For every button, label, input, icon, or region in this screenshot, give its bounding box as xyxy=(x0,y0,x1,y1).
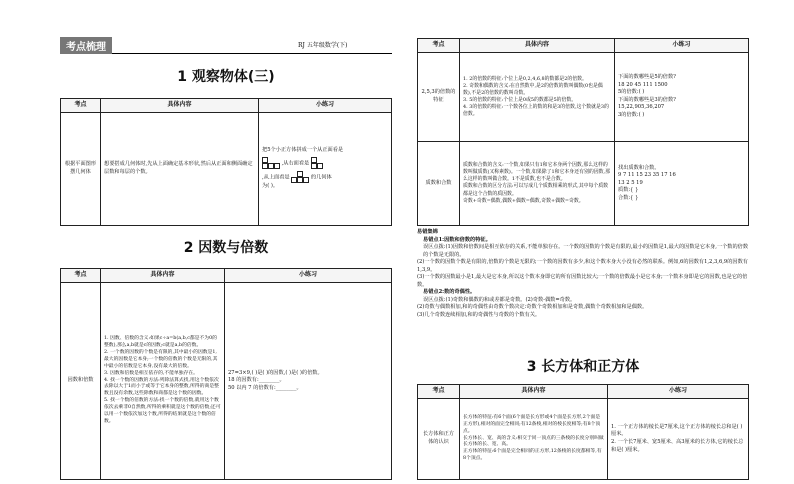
s2-content: 1. 因数、倍数的含义:如果c÷a=b(a,b,c都是不为0的整数),那么a,b就是c的因数;c就是a,b的倍数。 2. 一个数的因数的个数是有限的,其中最小的因数是1,最大的因数是它本身;一个数的倍数的个数是无限的,其中最小的倍数是它本身,没有最大的倍数。 3. 因数和倍数是相互依存的,不能单独存在。 4. 找一个数的因数的方法:列除法算式找,用这个数依次去除以大于1而小于或等于它本身的整数,所得的商是整数且没有余数,这些除数和商都是这个数的因数。 5. 找一个数的倍数的方法:找一个数的倍数,就用这个数依次去乘非0自然数,所得的乘积就是这个数的倍数;还可以用一个数依次加这个数,所得的结果就是这个数的倍数。 xyxy=(101,283,225,480)
right-view-figure xyxy=(311,157,323,169)
top-view-figure xyxy=(291,171,309,183)
col-content: 具体内容 xyxy=(101,99,259,113)
pitfalls-section: 易错集锦 易错点1:因数和倍数的特征。 误区点拨:(1)因数和倍数间是相互依存的关系,不能单独存在。一个数的因数的个数是有限的,最小的因数是1,最大的因数是它本身,一个数的倍数的个数是无限的。 (2)一个数的因数个数是有限的,倍数的个数是无限的;一个数的因数有多少,和这个数本身大小没有必然的联系。例如,6的因数有1,2,3,6,9的因数有1,3,9。 (3)一个数的因数最小是1,最大是它本身,所以这个数本身即它的所有因数比较大;一个数的倍数最小是它本身;一个数本身即是它的因数,也是它的倍数。 易错点2:数的奇偶性。 误区点拨:(1)奇数和偶数的和或差都是奇数。(2)奇数-偶数=奇数。 (2)奇数与偶数相加,和的奇偶性由奇数个数决定:奇数个奇数相加和是奇数,偶数个奇数相加和是偶数。 (3)几个奇数连续相加,和的奇偶性与奇数的个数有关。 xyxy=(417,229,749,318)
section-2-title: 2 因数与倍数 xyxy=(183,240,269,256)
s2-exercise: 27=3×9,( )是( )的因数,( )是( )的倍数。 18 的因数有:________。 50 以内 7 的倍数有:________。 xyxy=(225,283,392,480)
exercise-primes: 找出质数和合数。 9 7 11 15 23 35 17 16 13 2 5 19 质数:{ } 合数:{ } xyxy=(615,141,749,225)
col-kd: 考点 xyxy=(61,99,101,113)
s3-exercise: 1. 一个正方体的棱长是7厘米,这个正方体的棱长总和是( )厘米。 2. 一个长7厘米、宽5厘米、高3厘米的长方体,它的棱长总和是( )厘米。 xyxy=(608,399,749,480)
s2-kd: 因数和倍数 xyxy=(61,283,101,480)
section-3-title: 3 长方体和正方体 xyxy=(526,359,640,375)
content-primes: 质数和合数的含义:一个数,如果只有1和它本身两个因数,那么这样的数叫做质数(又称素数)。一个数,如果除了1和它本身还有别的因数,那么这样的数叫做合数。1不是质数,也不是合数。 质数和合数的区分方法:可以写成几个质数相乘的形式,其中每个质数都是这个合数的质因数。 奇数+奇数=偶数,偶数+偶数=偶数,奇数+偶数=奇数。 xyxy=(460,141,615,225)
content-multiples: 1. 2的倍数的特征:个位上是0,2,4,6,8的数都是2的倍数。 2. 奇数和偶数的含义:在自然数中,是2的倍数的数叫偶数(0也是偶数),不是2的倍数的数叫奇数。 3. 5的倍数的特征:个位上是0或5的数都是5的倍数。 4. 3的倍数的特征:一个数各位上的数的和是3的倍数,这个数就是3的倍数。 xyxy=(460,53,615,142)
exercise-multiples: 下面的数哪些是5的倍数? 18 20 45 111 1500 5的倍数:( ) 下面的数哪些是3的倍数? 15,22,905,36,207 3的倍数:( ) xyxy=(615,53,749,142)
section-1-table xyxy=(60,98,392,226)
s3-kd: 长方体和正方体的认识 xyxy=(418,399,460,480)
kd-primes: 质数和合数 xyxy=(418,141,460,225)
header-book: RJ 五年级数学(下) xyxy=(298,42,348,49)
section-2b-table: 考点 具体内容 小练习 2,5,3的倍数的特征 1. 2的倍数的特征:个位上是0,2,4,6,8的数都是2的倍数。 2. 奇数和偶数的含义:在自然数中,是2的倍数的数叫偶数(0也是偶数),不是2的倍数的数叫奇数。 3. 5的倍数的特征:个位上是0或5的数都是5的倍数。 4. 3的倍数的特征:一个数各位上的数的和是3的倍数,这个数就是3的倍数。 下面的数哪些是5的倍数? 18 20 45 111 1500 5的倍数:( ) 下面的数哪些是3的倍数? 15,22,905,36,207 3的倍数:( ) 质数和合数 质数和合数的含义:一个数,如果只有1和它本身两个因数,那么这样的数叫做质数(又称素数)。一个数,如果除了1和它本身还有别的因数,那么这样的数叫做合数。1不是质数,也不是合数。 质数和合数的区分方法:可以写成几个质数相乘的形式,其中每个质数都是这个合数的质因数。 奇数+奇数=偶数,偶数+偶数=偶数,奇数+偶数=奇数。 找出质数和合数。 9 7 11 15 23 35 17 16 13 2 5 19 质数:{ } 合数:{ } xyxy=(417,38,749,226)
kd-multiples: 2,5,3的倍数的特征 xyxy=(418,53,460,142)
s3-content: 长方体的特征:有6个面(6个面是长方形或4个面是长方形,2个面是正方形),相对的面完全相同;有12条棱,相对的棱长度相等;有8个顶点。 长方体长、宽、高的含义:相交于同一顶点的三条棱的长度分别叫做长方体的长、宽、高。 正方体的特征:6个面是完全相同的正方形,12条棱的长度都相等,有8个顶点。 xyxy=(460,399,608,480)
section-3-table: 考点 具体内容 小练习 长方体和正方体的认识 长方体的特征:有6个面(6个面是长方形或4个面是长方形,2个面是正方形),相对的面完全相同;有12条棱,相对的棱长度相等;有8个顶点。 长方体长、宽、高的含义:相交于同一顶点的三条棱的长度分别叫做长方体的长、宽、高。 正方体的特征:6个面是完全相同的正方形,12条棱的长度都相等,有8个顶点。 1. 一个正方体的棱长是7厘米,这个正方体的棱长总和是( )厘米。 2. 一个长7厘米、宽5厘米、高3厘米的长方体,它的棱长总和是( )厘米。 xyxy=(417,384,749,480)
s1-content: 想要搭成几何体时,先从上面确定基本形状,然后从正面和侧面确定层数和每层的个数。 xyxy=(101,113,259,226)
front-view-figure xyxy=(262,157,280,169)
section-1-title: 1 观察物体(三) xyxy=(177,69,275,85)
s1-exercise: 把5个小正方体拼成一个从正面看是 ,从右面看是 ,从上面看是 的几何体 为( )。 xyxy=(259,113,392,226)
header-tag: 考点梳理 xyxy=(60,37,112,54)
col-exercise: 小练习 xyxy=(259,99,392,113)
section-2-table: 考点 具体内容 小练习 因数和倍数 1. 因数、倍数的含义:如果c÷a=b(a,b,c都是不为0的整数),那么a,b就是c的因数;c就是a,b的倍数。 2. 一个数的因数的个数是有限的,其中最小的因数是1,最大的因数是它本身;一个数的倍数的个数是无限的,其中最小的倍数是它本身,没有最大的倍数。 3. 因数和倍数是相互依存的,不能单独存在。 4. 找一个数的因数的方法:列除法算式找,用这个数依次去除以大于1而小于或等于它本身的整数,所得的商是整数且没有余数,这些除数和商都是这个数的因数。 5. 找一个数的倍数的方法:找一个数的倍数,就用这个数依次去乘非0自然数,所得的乘积就是这个数的倍数;还可以用一个数依次加这个数,所得的结果就是这个数的倍数。 27=3×9,( )是( )的因数,( )是( )的倍数。 18 的因数有:________。 50 以内 7 的倍数有:________。 xyxy=(60,268,392,480)
s1-kd: 根据平面图形摆几何体 xyxy=(61,113,101,226)
right-page xyxy=(397,0,794,484)
